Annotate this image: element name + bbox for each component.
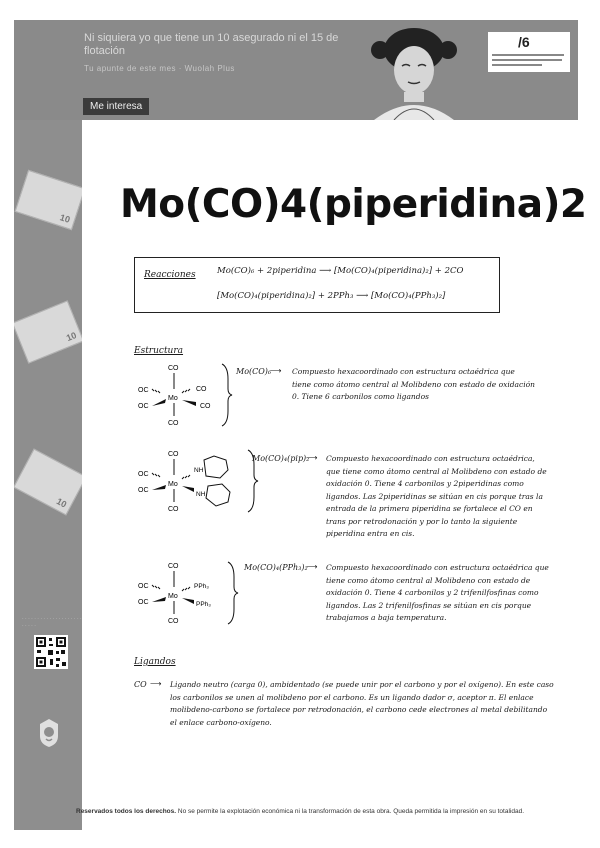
page-title: Mo(CO)4(piperidina)2 xyxy=(120,182,587,227)
ad-side-strip[interactable] xyxy=(14,120,82,830)
co-label: CO xyxy=(168,618,179,625)
footer-text: No se permite la explotación económica ni la transformación de esta obra. Queda permitida la impresión en su totalidad. xyxy=(176,808,524,815)
description-mo-co4-pph3-2: Compuesto hexacoordinado con estructura octaédrica que tiene como átomo central al Molibdeno con estado de oxidación 0. Tiene 4 carbonilos y 2 trifenilfosfinas como ligandos. Las 2 trifenilfosfinas se sitúan en cis porque trabajamos a baja temperatura. xyxy=(326,563,549,622)
reaction-equation-1: Mo(CO)₆ + 2piperidina ⟶ [Mo(CO)₄(piperidina)₂] + 2CO xyxy=(217,266,464,276)
ad-character-illustration xyxy=(354,20,474,120)
ad-banner[interactable] xyxy=(14,20,578,120)
co-label: CO xyxy=(168,563,179,570)
ad-info-box xyxy=(488,32,570,72)
arrow-icon: ⟶ xyxy=(270,366,282,375)
description-mo-co6: Compuesto hexacoordinado con estructura octaédrica que tiene como átomo central al Molibdeno con estado de oxidación 0. Tiene 6 carbonilos como ligandos xyxy=(292,367,535,401)
ligand-co-description: Ligando neutro (carga 0), ambidentado (se puede unir por el carbono y por el oxígeno). En este caso los carbonilos se unen al molibdeno por el carbono. Es un ligando dador σ, aceptor π. El enlace molibdeno-carbono se fortalece por retrodonación, el carbono cede electrones al metal debilitando el enlace carbono-oxígeno. xyxy=(170,680,554,727)
co-label: CO xyxy=(168,506,179,513)
arrow-icon: ⟶ xyxy=(306,453,318,462)
structure-diagram-mo-co4-pph3-2 xyxy=(134,558,244,628)
nh-label: NH xyxy=(196,491,206,498)
oc-label: OC xyxy=(138,471,149,478)
oc-label: OC xyxy=(138,583,149,590)
ad-tagline: Ni siquiera yo que tiene un 10 asegurado ni el 15 de flotación xyxy=(84,32,339,57)
ad-box-text-line xyxy=(492,64,542,66)
footer-bold: Reservados todos los derechos. xyxy=(76,808,177,815)
ad-box-text-line xyxy=(492,54,564,56)
co-label: CO xyxy=(196,386,207,393)
formula-mo-co4-pip2: Mo(CO)₄(pip)₂ xyxy=(252,454,310,463)
oc-label: OC xyxy=(138,599,149,606)
ad-box-text-line xyxy=(492,59,562,61)
copyright-footer xyxy=(0,808,600,815)
mo-label: Mo xyxy=(168,395,178,402)
co-label: CO xyxy=(168,451,179,458)
arrow-icon: ⟶ xyxy=(306,562,318,571)
formula-mo-co4-pph3-2: Mo(CO)₄(PPh₃)₂ xyxy=(244,563,308,572)
ligands-label: Ligandos xyxy=(134,657,176,667)
arrow-icon: ⟶ xyxy=(150,679,162,688)
pph3-label: PPh₃ xyxy=(196,601,211,608)
reactions-box xyxy=(134,257,500,313)
structure-label: Estructura xyxy=(134,346,184,356)
ad-box-number: /6 xyxy=(518,34,530,50)
reactions-label: Reacciones xyxy=(144,270,196,280)
oc-label: OC xyxy=(138,403,149,410)
structure-diagram-mo-co4-pip2 xyxy=(134,446,264,516)
ad-interest-button[interactable]: Me interesa xyxy=(83,98,149,115)
qr-code-icon[interactable] xyxy=(34,635,68,669)
co-label: CO xyxy=(168,420,179,427)
nh-label: NH xyxy=(194,467,204,474)
pph3-label: PPh₃ xyxy=(194,583,209,590)
ad-subtitle: Tu apunte de este mes · Wuolah Plus xyxy=(84,64,235,73)
co-label: CO xyxy=(168,365,179,372)
banknote-illustration: 10 xyxy=(15,170,82,230)
structure-diagram-mo-co6 xyxy=(134,360,234,430)
mo-label: Mo xyxy=(168,481,178,488)
formula-mo-co6: Mo(CO)₆ xyxy=(236,367,272,376)
oc-label: OC xyxy=(138,387,149,394)
qr-caption-placeholder: · · · · · · · · · · · · · · · · · · · · · · · · · xyxy=(22,616,82,629)
mo-label: Mo xyxy=(168,593,178,600)
reaction-equation-2: [Mo(CO)₄(piperidina)₂] + 2PPh₃ ⟶ [Mo(CO)₄(PPh₃)₂] xyxy=(217,291,446,301)
lion-logo-icon xyxy=(38,718,60,748)
ligand-co-label: CO xyxy=(134,680,147,689)
banknote-illustration: 10 xyxy=(14,448,82,515)
banknote-illustration: 10 xyxy=(14,300,82,363)
description-mo-co4-pip2: Compuesto hexacoordinado con estructura octaédrica, que tiene como átomo central al Molibdeno con estado de oxidación 0. Tiene 4 carbonilos y 2piperidinas como ligandos. Las 2piperidinas se sitúan en cis porque tras la entrada de la primera piperidina se fortalece el CO en trans por retrodonación y por lo tanto la siguiente piperidina entra en cis. xyxy=(326,454,547,538)
co-label: CO xyxy=(200,403,211,410)
oc-label: OC xyxy=(138,487,149,494)
